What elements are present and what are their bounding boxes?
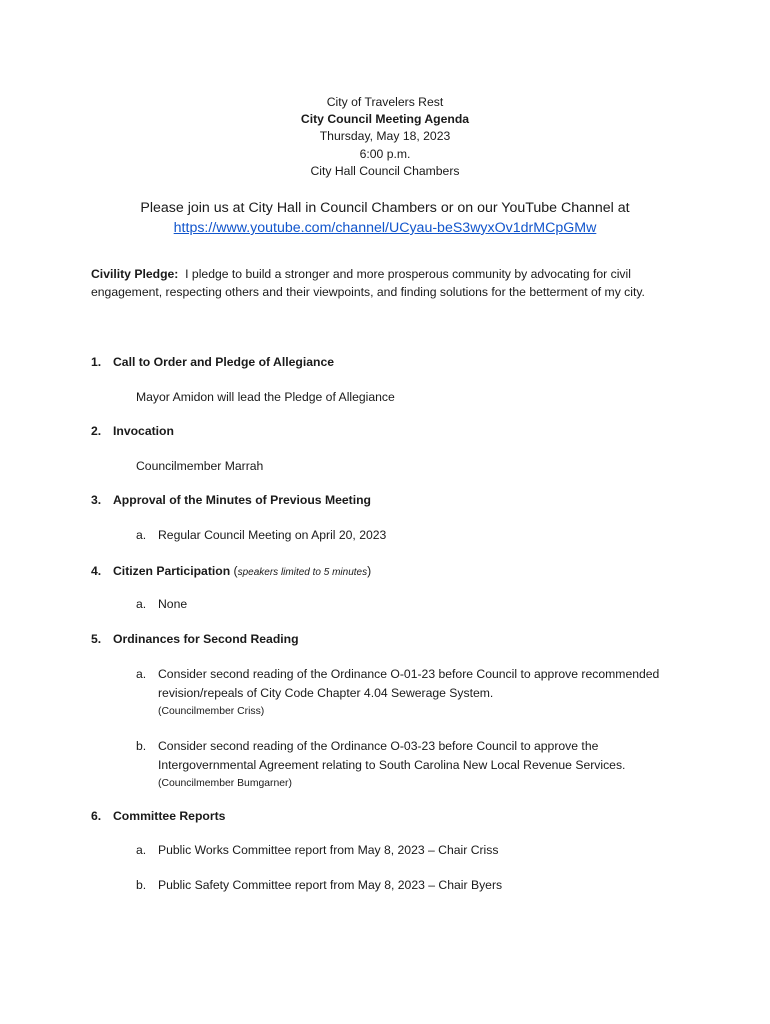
invite-text: Please join us at City Hall in Council Chambers or on our YouTube Channel at <box>140 200 630 216</box>
sub-letter: a. <box>136 667 147 681</box>
item-4-sub-a <box>136 595 696 614</box>
sub-letter: a. <box>136 528 147 542</box>
item-number: 2. <box>91 424 102 438</box>
agenda-header <box>0 94 770 180</box>
item-5-sub-b <box>136 737 696 792</box>
sub-text: Public Works Committee report from May 8, 2023 – Chair Criss <box>158 843 499 857</box>
meeting-location: City Hall Council Chambers <box>310 163 460 178</box>
civility-pledge <box>91 265 681 301</box>
youtube-link[interactable]: https://www.youtube.com/channel/UCyau-beS3wyxOv1drMCpGMw <box>173 220 597 236</box>
agenda-item-4 <box>91 562 371 582</box>
pledge-text: I pledge to build a stronger and more prosperous community by advocating for civil engagement, respecting others and their viewpoints, and finding solutions for the betterment of my city. <box>91 267 645 299</box>
item-number: 5. <box>91 632 102 646</box>
sponsor: (Councilmember Bumgarner) <box>158 778 292 789</box>
item-title: Ordinances for Second Reading <box>113 632 299 646</box>
item-title: Approval of the Minutes of Previous Meeting <box>113 493 371 507</box>
agenda-item-5 <box>91 630 299 648</box>
item-6-sub-b <box>136 876 696 895</box>
item-title: Citizen Participation <box>113 564 231 578</box>
sub-letter: b. <box>136 878 147 892</box>
sub-text: Consider second reading of the Ordinance O-03-23 before Council to approve the Intergovernmental Agreement relating to South Carolina New Local Revenue Services. <box>158 739 626 772</box>
invite-block <box>0 198 770 238</box>
item-title: Committee Reports <box>113 809 226 823</box>
item-number: 1. <box>91 355 102 369</box>
agenda-item-3 <box>91 491 371 509</box>
item-number: 6. <box>91 809 102 823</box>
item-6-sub-a <box>136 841 696 860</box>
note-paren-close: ) <box>367 564 372 578</box>
item-number: 4. <box>91 564 102 578</box>
note-paren-open: ( <box>233 564 238 578</box>
item-3-sub-a <box>136 526 696 545</box>
agenda-title: City Council Meeting Agenda <box>300 112 470 127</box>
sub-text: None <box>158 597 188 611</box>
item-title: Call to Order and Pledge of Allegiance <box>113 355 334 369</box>
item-number: 3. <box>91 493 102 507</box>
meeting-time: 6:00 p.m. <box>359 146 411 161</box>
pledge-label: Civility Pledge: <box>91 267 179 281</box>
sponsor: (Councilmember Criss) <box>158 706 265 717</box>
item-1-detail: Mayor Amidon will lead the Pledge of Allegiance <box>136 390 395 404</box>
sub-letter: b. <box>136 739 147 753</box>
sub-letter: a. <box>136 843 147 857</box>
item-title: Invocation <box>113 424 174 438</box>
speaker-limit-note: speakers limited to 5 minutes <box>237 567 368 578</box>
agenda-item-1 <box>91 353 334 371</box>
item-5-sub-a <box>136 665 696 720</box>
sub-text: Consider second reading of the Ordinance O-01-23 before Council to approve recommended revision/repeals of City Code Chapter 4.04 Sewerage System. <box>158 667 660 700</box>
item-2-detail: Councilmember Marrah <box>136 459 264 473</box>
meeting-date: Thursday, May 18, 2023 <box>319 129 451 144</box>
agenda-item-2 <box>91 422 174 440</box>
agenda-item-6 <box>91 807 225 825</box>
sub-letter: a. <box>136 597 147 611</box>
city-name: City of Travelers Rest <box>326 95 444 109</box>
sub-text: Public Safety Committee report from May 8, 2023 – Chair Byers <box>158 878 503 892</box>
sub-text: Regular Council Meeting on April 20, 2023 <box>158 528 387 542</box>
